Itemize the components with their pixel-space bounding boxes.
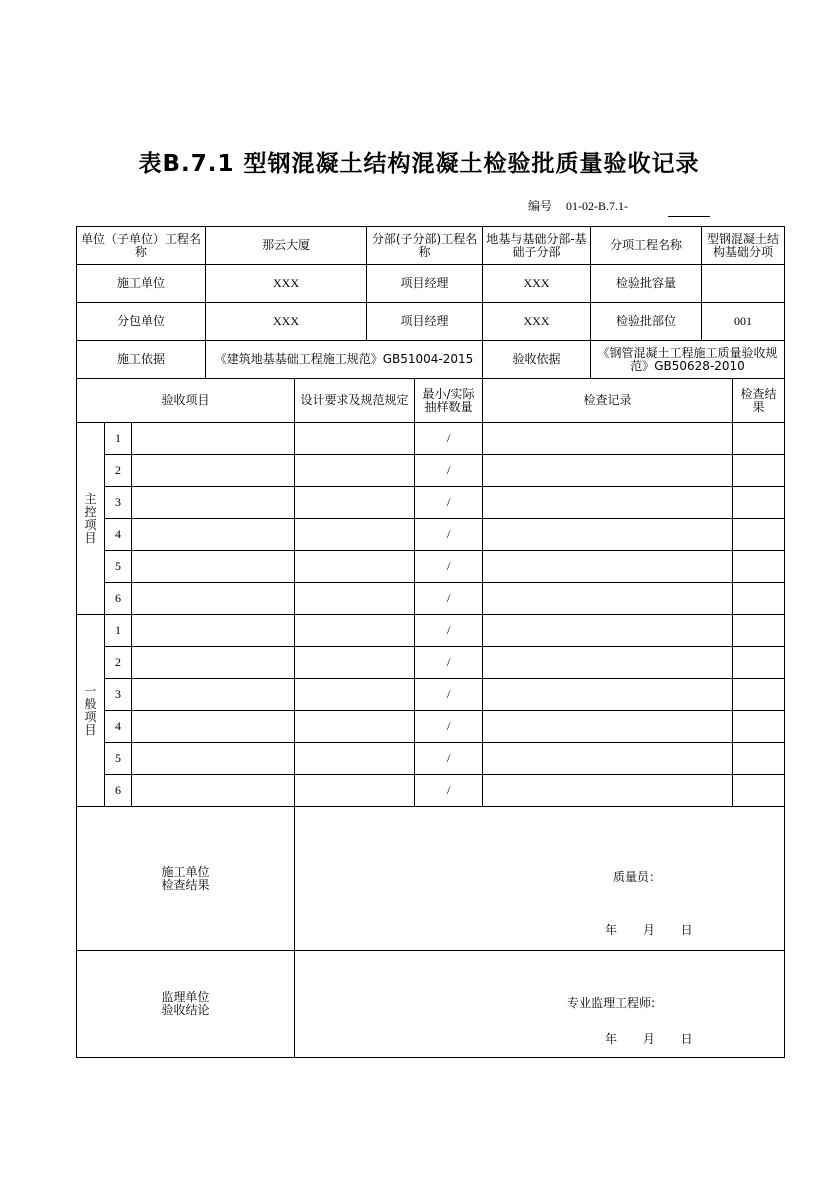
general-sample-cell[interactable]: /: [415, 647, 483, 679]
main-control-row: [77, 487, 785, 519]
general-row-number: 6: [105, 775, 132, 807]
main-control-design-cell[interactable]: [295, 583, 415, 615]
contractor-value[interactable]: XXX: [206, 265, 367, 303]
general-design-cell[interactable]: [295, 615, 415, 647]
unit-project-label: 单位（子单位）工程名称: [77, 227, 206, 265]
pm-label: 项目经理: [367, 265, 483, 303]
general-item-cell[interactable]: [132, 743, 295, 775]
general-item-cell[interactable]: [132, 647, 295, 679]
general-sample-cell[interactable]: /: [415, 775, 483, 807]
header-row-4: [77, 341, 785, 379]
main-control-sample-cell[interactable]: /: [415, 455, 483, 487]
general-result-cell[interactable]: [733, 711, 785, 743]
general-item-cell[interactable]: [132, 775, 295, 807]
main-control-label: [77, 423, 105, 615]
form-code-blank[interactable]: [668, 216, 710, 217]
main-control-label-char: 目: [84, 530, 97, 545]
general-row-number: 1: [105, 615, 132, 647]
general-row-number: 4: [105, 711, 132, 743]
subitem-label: 分项工程名称: [591, 227, 702, 265]
inspection-label: [77, 807, 295, 951]
general-record-cell[interactable]: [483, 679, 733, 711]
form-code: [528, 197, 628, 214]
general-result-cell[interactable]: [733, 775, 785, 807]
main-control-row-number: 1: [105, 423, 132, 455]
main-control-design-cell[interactable]: [295, 423, 415, 455]
main-control-sample-cell[interactable]: /: [415, 583, 483, 615]
header-row-1: [77, 227, 785, 265]
main-control-result-cell[interactable]: [733, 583, 785, 615]
capacity-value[interactable]: [702, 265, 785, 303]
general-design-cell[interactable]: [295, 679, 415, 711]
pm2-value[interactable]: XXX: [483, 303, 591, 341]
main-control-record-cell[interactable]: [483, 455, 733, 487]
main-control-row: [77, 551, 785, 583]
general-label: [77, 615, 105, 807]
subcontractor-label: 分包单位: [77, 303, 206, 341]
location-label: 检验批部位: [591, 303, 702, 341]
form-code-value: 01-02-B.7.1-: [566, 199, 629, 213]
contractor-label: 施工单位: [77, 265, 206, 303]
main-control-row-number: 4: [105, 519, 132, 551]
main-control-item-cell[interactable]: [132, 487, 295, 519]
general-record-cell[interactable]: [483, 615, 733, 647]
inspection-label-line2: 检查结果: [161, 877, 210, 892]
main-control-sample-cell[interactable]: /: [415, 423, 483, 455]
general-row-number: 3: [105, 679, 132, 711]
main-control-result-cell[interactable]: [733, 455, 785, 487]
capacity-label: 检验批容量: [591, 265, 702, 303]
supervising-engineer-label: 专业监理工程师:: [567, 996, 656, 1010]
division-label: 分部(子分部)工程名称: [367, 227, 483, 265]
general-label-char: 般: [84, 696, 97, 711]
column-header-row: [77, 379, 785, 423]
general-row: [77, 775, 785, 807]
general-result-cell[interactable]: [733, 743, 785, 775]
main-control-design-cell[interactable]: [295, 487, 415, 519]
main-control-sample-cell[interactable]: /: [415, 519, 483, 551]
main-control-item-cell[interactable]: [132, 423, 295, 455]
form-code-label: 编号: [528, 199, 553, 213]
general-record-cell[interactable]: [483, 775, 733, 807]
main-control-record-cell[interactable]: [483, 583, 733, 615]
pm2-label: 项目经理: [367, 303, 483, 341]
inspection-label-line1: 施工单位: [161, 864, 210, 879]
general-row-number: 2: [105, 647, 132, 679]
general-row: [77, 743, 785, 775]
inspection-result-cell[interactable]: [295, 807, 785, 951]
general-design-cell[interactable]: [295, 711, 415, 743]
supervision-label-line2: 验收结论: [161, 1003, 210, 1017]
main-control-sample-cell[interactable]: /: [415, 551, 483, 583]
general-result-cell[interactable]: [733, 647, 785, 679]
general-label-char: 项: [84, 709, 97, 724]
main-control-record-cell[interactable]: [483, 551, 733, 583]
general-row: [77, 679, 785, 711]
general-label-char: 目: [84, 722, 97, 737]
accept-basis-label: 验收依据: [483, 341, 591, 379]
main-control-item-cell[interactable]: [132, 519, 295, 551]
unit-project-value[interactable]: 那云大厦: [206, 227, 367, 265]
general-section: [77, 615, 785, 807]
header-row-2: [77, 265, 785, 303]
page-title: 表B.7.1 型钢混凝土结构混凝土检验批质量验收记录: [138, 151, 700, 177]
basis-value[interactable]: 《建筑地基基础工程施工规范》GB51004-2015: [206, 341, 483, 379]
location-value[interactable]: 001: [702, 303, 785, 341]
main-control-label-char: 项: [84, 517, 97, 532]
quality-inspector-label: 质量员：: [613, 870, 662, 884]
main-control-record-cell[interactable]: [483, 487, 733, 519]
general-item-cell[interactable]: [132, 711, 295, 743]
inspection-form-table: [76, 226, 785, 1058]
col-sample-header: 最小/实际抽样数量: [415, 379, 483, 423]
general-row: [77, 647, 785, 679]
accept-basis-value[interactable]: 《钢管混凝土工程施工质量验收规范》GB50628-2010: [591, 341, 785, 379]
main-control-item-cell[interactable]: [132, 583, 295, 615]
supervision-label-line1: 监理单位: [161, 990, 210, 1004]
supervision-date: 年 月 日: [605, 1032, 693, 1046]
supervision-result-row: [77, 951, 785, 1058]
main-control-row: [77, 519, 785, 551]
general-sample-cell[interactable]: /: [415, 615, 483, 647]
subcontractor-value[interactable]: XXX: [206, 303, 367, 341]
main-control-design-cell[interactable]: [295, 455, 415, 487]
general-design-cell[interactable]: [295, 647, 415, 679]
general-result-cell[interactable]: [733, 679, 785, 711]
main-control-row-number: 3: [105, 487, 132, 519]
inspection-date: 年 月 日: [605, 923, 693, 937]
basis-label: 施工依据: [77, 341, 206, 379]
general-result-cell[interactable]: [733, 615, 785, 647]
division-value[interactable]: 地基与基础分部-基础子分部: [483, 227, 591, 265]
supervision-label: [77, 951, 295, 1058]
main-control-label-char: 控: [84, 504, 97, 519]
general-record-cell[interactable]: [483, 743, 733, 775]
general-item-cell[interactable]: [132, 615, 295, 647]
general-sample-cell[interactable]: /: [415, 679, 483, 711]
header-row-3: [77, 303, 785, 341]
col-design-header: 设计要求及规范规定: [295, 379, 415, 423]
main-control-item-cell[interactable]: [132, 455, 295, 487]
main-control-record-cell[interactable]: [483, 519, 733, 551]
main-control-row: [77, 583, 785, 615]
general-row: [77, 615, 785, 647]
general-design-cell[interactable]: [295, 775, 415, 807]
general-label-char: 一: [84, 683, 97, 698]
main-control-row-number: 2: [105, 455, 132, 487]
main-control-result-cell[interactable]: [733, 551, 785, 583]
general-sample-cell[interactable]: /: [415, 711, 483, 743]
general-record-cell[interactable]: [483, 647, 733, 679]
main-control-row: [77, 423, 785, 455]
col-record-header: 检查记录: [483, 379, 733, 423]
general-row: [77, 711, 785, 743]
general-design-cell[interactable]: [295, 743, 415, 775]
general-record-cell[interactable]: [483, 711, 733, 743]
main-control-row: [77, 455, 785, 487]
main-control-section: [77, 423, 785, 615]
main-control-design-cell[interactable]: [295, 519, 415, 551]
pm-value[interactable]: XXX: [483, 265, 591, 303]
main-control-result-cell[interactable]: [733, 487, 785, 519]
general-sample-cell[interactable]: /: [415, 743, 483, 775]
inspection-result-row: [77, 807, 785, 951]
main-control-row-number: 5: [105, 551, 132, 583]
main-control-result-cell[interactable]: [733, 519, 785, 551]
main-control-sample-cell[interactable]: /: [415, 487, 483, 519]
main-control-row-number: 6: [105, 583, 132, 615]
main-control-design-cell[interactable]: [295, 551, 415, 583]
general-row-number: 5: [105, 743, 132, 775]
main-control-item-cell[interactable]: [132, 551, 295, 583]
col-result-header: 检查结果: [733, 379, 785, 423]
main-control-result-cell[interactable]: [733, 423, 785, 455]
main-control-label-char: 主: [84, 491, 97, 506]
supervision-result-cell[interactable]: [295, 951, 785, 1058]
col-item-header: 验收项目: [77, 379, 295, 423]
general-item-cell[interactable]: [132, 679, 295, 711]
subitem-value[interactable]: 型钢混凝土结构基础分项: [702, 227, 785, 265]
main-control-record-cell[interactable]: [483, 423, 733, 455]
